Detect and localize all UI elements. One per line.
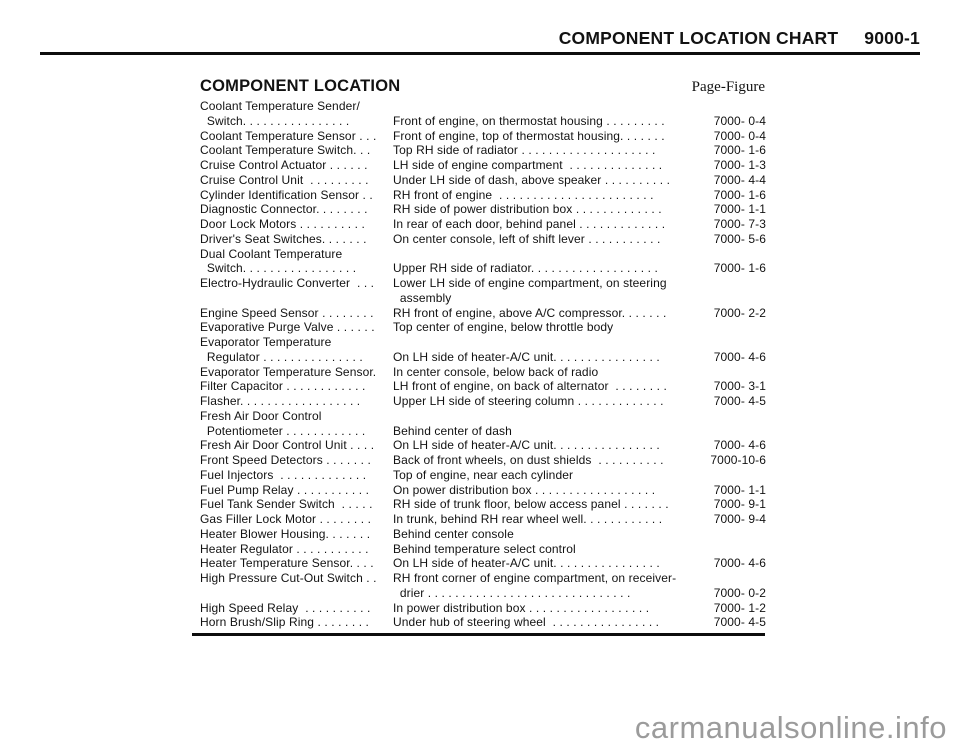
location-cell: Front of engine, on thermostat housing . . . . . . . . . xyxy=(393,113,665,128)
component-cell: High Speed Relay . . . . . . . . . . xyxy=(200,600,371,615)
location-cell: Lower LH side of engine compartment, on steering xyxy=(393,276,667,290)
component-cell: Cruise Control Unit . . . . . . . . . xyxy=(200,172,369,187)
location-cell: Back of front wheels, on dust shields . . . . . . . . . . xyxy=(393,453,664,467)
page-cell: 7000- 2-2 xyxy=(690,306,766,746)
location-cell: On LH side of heater-A/C unit. . . . . . . . . . . . . . . . xyxy=(393,438,660,453)
location-cell: In trunk, behind RH rear wheel well. . . . . . . . . . . . xyxy=(393,512,663,526)
component-cell: Fuel Tank Sender Switch . . . . . xyxy=(200,497,373,512)
table-row xyxy=(200,409,766,424)
location-cell: On LH side of heater-A/C unit. . . . . . . . . . . . . . . . xyxy=(393,556,660,571)
location-cell: Front of engine, top of thermostat housing. . . . . . . xyxy=(393,128,665,143)
location-cell: drier . . . . . . . . . . . . . . . . . . . . . . . . . . . . . . xyxy=(393,585,631,600)
location-cell: Behind center console xyxy=(393,526,514,541)
table-row xyxy=(200,335,766,350)
table-row xyxy=(200,424,766,439)
location-cell xyxy=(393,99,690,114)
component-cell xyxy=(200,291,393,306)
component-cell: Gas Filler Lock Motor . . . . . . . . xyxy=(200,512,372,526)
table-row xyxy=(200,365,766,380)
component-cell: Coolant Temperature Sender/ xyxy=(200,99,360,113)
location-cell: In power distribution box . . . . . . . . . . . . . . . . . . xyxy=(393,600,650,615)
component-location-table xyxy=(200,99,766,630)
location-cell: In center console, below back of radio xyxy=(393,364,599,379)
location-cell: On power distribution box . . . . . . . . . . . . . . . . . . xyxy=(393,482,656,497)
page-cell: 7000- 1-1 xyxy=(690,483,766,746)
table-row xyxy=(200,601,766,616)
table-row xyxy=(200,320,766,335)
component-cell: High Pressure Cut-Out Switch . . xyxy=(200,571,377,585)
page-cell: 7000- 3-1 xyxy=(690,379,766,746)
table-row xyxy=(200,217,766,232)
running-header-title: COMPONENT LOCATION CHART xyxy=(558,28,839,48)
component-cell: Diagnostic Connector. . . . . . . . xyxy=(200,202,368,217)
table-row xyxy=(200,143,766,158)
component-cell: Filter Capacitor . . . . . . . . . . . . xyxy=(200,379,366,394)
table-row xyxy=(200,232,766,247)
location-cell: Upper LH side of steering column . . . . . . . . . . . . . xyxy=(393,394,664,408)
page-cell: 7000- 4-6 xyxy=(690,350,766,746)
table-row xyxy=(200,173,766,188)
component-cell: Regulator . . . . . . . . . . . . . . . xyxy=(200,349,363,364)
page-cell: 7000- 4-5 xyxy=(690,615,766,746)
table-row xyxy=(200,188,766,203)
component-cell: Evaporative Purge Valve . . . . . . xyxy=(200,320,375,335)
component-cell: Heater Regulator . . . . . . . . . . . xyxy=(200,541,369,556)
component-cell: Potentiometer . . . . . . . . . . . . xyxy=(200,423,366,438)
table-row xyxy=(200,291,766,306)
table-row xyxy=(200,99,766,114)
location-cell: RH side of trunk floor, below access panel . . . . . . . xyxy=(393,497,669,512)
section-head xyxy=(200,77,765,96)
table-row xyxy=(200,394,766,409)
table-row xyxy=(200,247,766,262)
table-row xyxy=(200,438,766,453)
location-cell: LH front of engine, on back of alternator . . . . . . . . xyxy=(393,379,667,394)
table-row xyxy=(200,129,766,144)
location-cell: LH side of engine compartment . . . . . . . . . . . . . . xyxy=(393,158,663,172)
component-cell: Fresh Air Door Control Unit . . . . xyxy=(200,438,375,453)
table-row xyxy=(200,306,766,321)
component-cell: Switch. . . . . . . . . . . . . . . . xyxy=(200,113,350,128)
table-row xyxy=(200,468,766,483)
component-cell: Coolant Temperature Switch. . . xyxy=(200,143,371,158)
page-cell: 7000- 9-4 xyxy=(690,512,766,746)
location-cell: Under hub of steering wheel . . . . . . . . . . . . . . . . xyxy=(393,615,660,630)
component-cell: Dual Coolant Temperature xyxy=(200,246,343,261)
section-title: COMPONENT LOCATION xyxy=(200,77,401,95)
component-cell: Heater Blower Housing. . . . . . . xyxy=(200,526,371,541)
page-cell: 7000- 5-6 xyxy=(690,232,766,746)
component-cell: Fuel Pump Relay . . . . . . . . . . . xyxy=(200,482,370,497)
location-cell: assembly xyxy=(393,290,452,305)
table-row xyxy=(200,276,766,291)
location-cell: Under LH side of dash, above speaker . . . . . . . . . . xyxy=(393,172,671,187)
location-cell: Behind center of dash xyxy=(393,423,512,438)
table-row xyxy=(200,453,766,468)
page-cell: 7000-10-6 xyxy=(690,453,766,746)
location-cell xyxy=(393,247,690,262)
component-cell: Front Speed Detectors . . . . . . . xyxy=(200,453,371,467)
component-cell: Fresh Air Door Control xyxy=(200,408,322,423)
location-cell: RH front corner of engine compartment, on receiver- xyxy=(393,571,677,585)
running-header xyxy=(559,28,920,49)
table-row xyxy=(200,556,766,571)
component-cell: Horn Brush/Slip Ring . . . . . . . . xyxy=(200,615,369,630)
table-row xyxy=(200,571,766,586)
location-cell: On center console, left of shift lever . . . . . . . . . . . xyxy=(393,231,661,246)
page-cell: 7000- 4-4 xyxy=(690,173,766,746)
table-row xyxy=(200,512,766,527)
location-cell: On LH side of heater-A/C unit. . . . . . . . . . . . . . . . xyxy=(393,349,660,364)
component-cell: Switch. . . . . . . . . . . . . . . . . xyxy=(200,261,357,276)
page-cell: 7000- 0-4 xyxy=(690,114,766,746)
location-cell: Upper RH side of radiator. . . . . . . . . . . . . . . . . . . xyxy=(393,261,658,276)
page-cell: 7000- 1-2 xyxy=(690,601,766,746)
page-cell: 7000- 0-4 xyxy=(690,129,766,746)
table-row xyxy=(200,350,766,365)
table-row xyxy=(200,527,766,542)
table-row xyxy=(200,615,766,630)
location-cell: RH front of engine . . . . . . . . . . . . . . . . . . . . . . . xyxy=(393,187,654,202)
table-row xyxy=(200,261,766,276)
location-cell xyxy=(393,409,690,424)
table-row xyxy=(200,114,766,129)
table-row xyxy=(200,202,766,217)
table-row xyxy=(200,586,766,601)
location-cell: In rear of each door, behind panel . . . . . . . . . . . . . xyxy=(393,217,666,231)
location-cell: RH side of power distribution box . . . . . . . . . . . . . xyxy=(393,202,662,217)
page-cell: 7000- 1-3 xyxy=(690,158,766,746)
component-cell xyxy=(200,586,393,601)
page-cell: 7000- 9-1 xyxy=(690,497,766,746)
component-cell: Evaporator Temperature xyxy=(200,335,332,349)
component-cell: Coolant Temperature Sensor . . . xyxy=(200,128,377,143)
table-row xyxy=(200,483,766,498)
running-header-page-code: 9000-1 xyxy=(864,28,920,48)
location-cell: Top of engine, near each cylinder xyxy=(393,467,574,482)
component-cell: Driver's Seat Switches. . . . . . . xyxy=(200,231,367,246)
table-bottom-rule xyxy=(192,633,765,636)
component-cell: Heater Temperature Sensor. . . . xyxy=(200,556,374,571)
component-cell: Door Lock Motors . . . . . . . . . . xyxy=(200,217,365,231)
page-cell: 7000- 1-6 xyxy=(690,143,766,746)
page-cell: 7000- 1-1 xyxy=(690,202,766,746)
header-rule xyxy=(40,52,920,55)
page-cell: 7000- 0-2 xyxy=(690,586,766,746)
location-cell: Behind temperature select control xyxy=(393,541,576,556)
watermark-text: carmanualsonline.info xyxy=(634,710,947,745)
page-cell: 7000- 4-6 xyxy=(690,556,766,746)
location-cell xyxy=(393,335,690,350)
page-cell: 7000- 4-6 xyxy=(690,438,766,746)
component-cell: Fuel Injectors . . . . . . . . . . . . . xyxy=(200,467,367,482)
location-cell: RH front of engine, above A/C compressor. . . . . . . xyxy=(393,305,667,320)
component-cell: Evaporator Temperature Sensor. xyxy=(200,364,377,379)
table-row xyxy=(200,158,766,173)
component-cell: Cylinder Identification Sensor . . xyxy=(200,187,373,202)
location-cell: Top RH side of radiator . . . . . . . . . . . . . . . . . . . . xyxy=(393,143,656,158)
component-cell: Engine Speed Sensor . . . . . . . . xyxy=(200,305,374,320)
page-cell: 7000- 1-6 xyxy=(690,261,766,746)
page-cell: 7000- 1-6 xyxy=(690,188,766,746)
table-row xyxy=(200,542,766,557)
page-figure-column-header: Page-Figure xyxy=(691,79,765,95)
component-cell: Flasher. . . . . . . . . . . . . . . . . . xyxy=(200,394,361,408)
table-row xyxy=(200,379,766,394)
component-cell: Cruise Control Actuator . . . . . . xyxy=(200,158,368,172)
table-row xyxy=(200,497,766,512)
page-cell: 7000- 7-3 xyxy=(690,217,766,746)
component-cell: Electro-Hydraulic Converter . . . xyxy=(200,276,375,290)
page-cell: 7000- 4-5 xyxy=(690,394,766,746)
location-cell: Top center of engine, below throttle body xyxy=(393,320,614,335)
